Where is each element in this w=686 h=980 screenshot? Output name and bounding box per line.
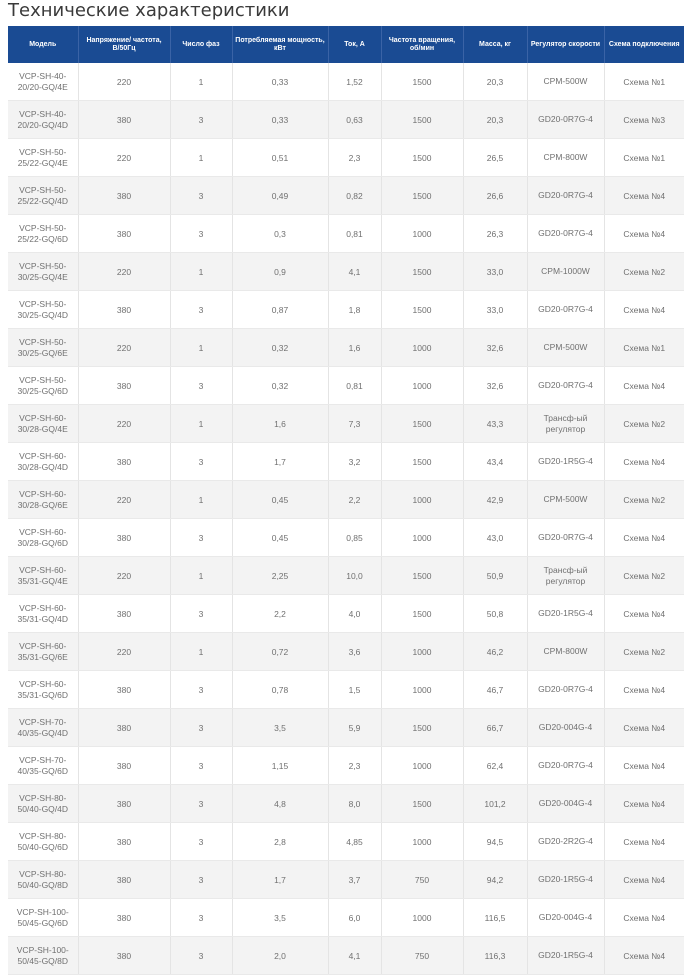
cell-current: 0,81: [328, 367, 381, 405]
cell-power: 0,45: [232, 481, 328, 519]
table-row: [8, 519, 684, 557]
cell-phases: 3: [170, 709, 232, 747]
cell-rpm: 1500: [381, 443, 463, 481]
cell-scheme: Схема №4: [604, 291, 684, 329]
cell-regulator: GD20-0R7G-4: [527, 101, 604, 139]
cell-phases: 1: [170, 253, 232, 291]
cell-power: 0,32: [232, 329, 328, 367]
table-row: [8, 139, 684, 177]
cell-mass: 32,6: [463, 367, 527, 405]
cell-voltage: 380: [78, 785, 170, 823]
cell-scheme: Схема №4: [604, 937, 684, 975]
cell-regulator: GD20-004G-4: [527, 899, 604, 937]
cell-model: VCP-SH-50-30/25-GQ/6E: [8, 329, 78, 367]
table-row: [8, 785, 684, 823]
cell-voltage: 380: [78, 671, 170, 709]
specs-table: [8, 26, 684, 975]
cell-voltage: 380: [78, 367, 170, 405]
cell-rpm: 750: [381, 937, 463, 975]
table-header: [8, 26, 684, 63]
cell-model: VCP-SH-60-35/31-GQ/4D: [8, 595, 78, 633]
cell-power: 4,8: [232, 785, 328, 823]
cell-current: 2,3: [328, 747, 381, 785]
cell-regulator: GD20-0R7G-4: [527, 671, 604, 709]
cell-rpm: 1500: [381, 253, 463, 291]
cell-rpm: 1500: [381, 177, 463, 215]
cell-mass: 43,0: [463, 519, 527, 557]
cell-current: 2,3: [328, 139, 381, 177]
cell-power: 3,5: [232, 899, 328, 937]
cell-scheme: Схема №3: [604, 101, 684, 139]
cell-phases: 3: [170, 519, 232, 557]
cell-regulator: GD20-0R7G-4: [527, 177, 604, 215]
cell-model: VCP-SH-50-25/22-GQ/6D: [8, 215, 78, 253]
cell-phases: 3: [170, 177, 232, 215]
cell-mass: 33,0: [463, 253, 527, 291]
cell-model: VCP-SH-50-25/22-GQ/4E: [8, 139, 78, 177]
cell-mass: 26,3: [463, 215, 527, 253]
cell-power: 0,3: [232, 215, 328, 253]
cell-rpm: 1500: [381, 63, 463, 101]
cell-voltage: 380: [78, 709, 170, 747]
cell-mass: 94,5: [463, 823, 527, 861]
cell-model: VCP-SH-60-35/31-GQ/6D: [8, 671, 78, 709]
table-row: [8, 823, 684, 861]
cell-phases: 3: [170, 785, 232, 823]
cell-current: 1,8: [328, 291, 381, 329]
cell-current: 1,6: [328, 329, 381, 367]
cell-regulator: CPM-800W: [527, 139, 604, 177]
cell-model: VCP-SH-60-35/31-GQ/6E: [8, 633, 78, 671]
cell-mass: 116,5: [463, 899, 527, 937]
cell-power: 0,51: [232, 139, 328, 177]
cell-phases: 3: [170, 443, 232, 481]
cell-rpm: 1000: [381, 329, 463, 367]
table-row: [8, 899, 684, 937]
cell-regulator: CPM-1000W: [527, 253, 604, 291]
cell-regulator: CPM-500W: [527, 63, 604, 101]
cell-mass: 33,0: [463, 291, 527, 329]
cell-mass: 43,4: [463, 443, 527, 481]
cell-phases: 3: [170, 747, 232, 785]
cell-power: 0,33: [232, 63, 328, 101]
cell-regulator: GD20-004G-4: [527, 785, 604, 823]
cell-mass: 101,2: [463, 785, 527, 823]
cell-voltage: 220: [78, 481, 170, 519]
cell-voltage: 380: [78, 101, 170, 139]
cell-regulator: Трансф-ый регулятор: [527, 405, 604, 443]
column-header-current: Ток, А: [328, 26, 381, 63]
cell-power: 1,7: [232, 443, 328, 481]
cell-phases: 1: [170, 329, 232, 367]
cell-phases: 1: [170, 405, 232, 443]
table-row: [8, 671, 684, 709]
table-row: [8, 747, 684, 785]
cell-rpm: 1000: [381, 899, 463, 937]
cell-scheme: Схема №2: [604, 405, 684, 443]
cell-mass: 26,5: [463, 139, 527, 177]
cell-scheme: Схема №4: [604, 215, 684, 253]
table-body: [8, 63, 684, 975]
cell-rpm: 1500: [381, 139, 463, 177]
cell-voltage: 380: [78, 291, 170, 329]
cell-phases: 3: [170, 671, 232, 709]
table-row: [8, 329, 684, 367]
cell-rpm: 1000: [381, 633, 463, 671]
table-row: [8, 215, 684, 253]
cell-voltage: 220: [78, 633, 170, 671]
cell-scheme: Схема №1: [604, 139, 684, 177]
column-header-regulator: Регулятор скорости: [527, 26, 604, 63]
cell-current: 4,1: [328, 253, 381, 291]
cell-rpm: 1000: [381, 823, 463, 861]
cell-power: 2,25: [232, 557, 328, 595]
header-row: [8, 26, 684, 63]
cell-phases: 3: [170, 291, 232, 329]
cell-power: 1,6: [232, 405, 328, 443]
table-row: [8, 63, 684, 101]
cell-rpm: 750: [381, 861, 463, 899]
cell-mass: 116,3: [463, 937, 527, 975]
cell-current: 0,85: [328, 519, 381, 557]
cell-model: VCP-SH-60-30/28-GQ/6E: [8, 481, 78, 519]
column-header-power: Потребляемая мощность, кВт: [232, 26, 328, 63]
page-title: Технические характеристики: [8, 0, 290, 21]
cell-voltage: 220: [78, 139, 170, 177]
cell-current: 1,52: [328, 63, 381, 101]
cell-rpm: 1500: [381, 405, 463, 443]
cell-power: 1,7: [232, 861, 328, 899]
cell-power: 0,32: [232, 367, 328, 405]
cell-mass: 62,4: [463, 747, 527, 785]
cell-power: 0,78: [232, 671, 328, 709]
table-row: [8, 595, 684, 633]
cell-mass: 46,2: [463, 633, 527, 671]
cell-rpm: 1500: [381, 101, 463, 139]
cell-rpm: 1000: [381, 215, 463, 253]
cell-voltage: 380: [78, 443, 170, 481]
cell-current: 7,3: [328, 405, 381, 443]
cell-power: 0,72: [232, 633, 328, 671]
cell-phases: 1: [170, 63, 232, 101]
cell-power: 2,8: [232, 823, 328, 861]
table-row: [8, 633, 684, 671]
cell-rpm: 1000: [381, 747, 463, 785]
cell-voltage: 380: [78, 215, 170, 253]
cell-voltage: 220: [78, 405, 170, 443]
column-header-mass: Масса, кг: [463, 26, 527, 63]
table-row: [8, 861, 684, 899]
cell-model: VCP-SH-60-30/28-GQ/6D: [8, 519, 78, 557]
cell-voltage: 380: [78, 519, 170, 557]
table-row: [8, 557, 684, 595]
cell-current: 6,0: [328, 899, 381, 937]
cell-current: 3,2: [328, 443, 381, 481]
cell-model: VCP-SH-80-50/40-GQ/6D: [8, 823, 78, 861]
cell-current: 10,0: [328, 557, 381, 595]
cell-rpm: 1000: [381, 671, 463, 709]
cell-model: VCP-SH-50-30/25-GQ/4E: [8, 253, 78, 291]
cell-regulator: CPM-500W: [527, 481, 604, 519]
cell-scheme: Схема №4: [604, 823, 684, 861]
cell-mass: 20,3: [463, 63, 527, 101]
cell-current: 5,9: [328, 709, 381, 747]
cell-power: 2,2: [232, 595, 328, 633]
cell-rpm: 1500: [381, 595, 463, 633]
cell-scheme: Схема №1: [604, 63, 684, 101]
cell-mass: 43,3: [463, 405, 527, 443]
cell-regulator: GD20-0R7G-4: [527, 519, 604, 557]
cell-model: VCP-SH-40-20/20-GQ/4E: [8, 63, 78, 101]
cell-phases: 3: [170, 101, 232, 139]
cell-scheme: Схема №4: [604, 899, 684, 937]
cell-rpm: 1000: [381, 367, 463, 405]
cell-rpm: 1500: [381, 785, 463, 823]
cell-regulator: GD20-004G-4: [527, 709, 604, 747]
cell-mass: 50,8: [463, 595, 527, 633]
cell-power: 0,87: [232, 291, 328, 329]
cell-model: VCP-SH-60-30/28-GQ/4E: [8, 405, 78, 443]
cell-regulator: GD20-1R5G-4: [527, 861, 604, 899]
table-row: [8, 937, 684, 975]
cell-voltage: 380: [78, 937, 170, 975]
cell-phases: 3: [170, 937, 232, 975]
column-header-scheme: Схема подключения: [604, 26, 684, 63]
cell-rpm: 1500: [381, 709, 463, 747]
cell-current: 0,81: [328, 215, 381, 253]
cell-scheme: Схема №4: [604, 519, 684, 557]
cell-voltage: 220: [78, 63, 170, 101]
cell-current: 4,1: [328, 937, 381, 975]
cell-mass: 46,7: [463, 671, 527, 709]
cell-power: 1,15: [232, 747, 328, 785]
cell-scheme: Схема №4: [604, 671, 684, 709]
cell-rpm: 1500: [381, 291, 463, 329]
cell-mass: 20,3: [463, 101, 527, 139]
cell-regulator: GD20-1R5G-4: [527, 595, 604, 633]
cell-phases: 1: [170, 633, 232, 671]
cell-mass: 94,2: [463, 861, 527, 899]
cell-model: VCP-SH-80-50/40-GQ/8D: [8, 861, 78, 899]
cell-scheme: Схема №4: [604, 747, 684, 785]
cell-regulator: CPM-500W: [527, 329, 604, 367]
table-row: [8, 709, 684, 747]
cell-model: VCP-SH-80-50/40-GQ/4D: [8, 785, 78, 823]
cell-regulator: GD20-1R5G-4: [527, 443, 604, 481]
table-row: [8, 177, 684, 215]
table-row: [8, 253, 684, 291]
cell-scheme: Схема №4: [604, 443, 684, 481]
cell-power: 2,0: [232, 937, 328, 975]
cell-regulator: GD20-0R7G-4: [527, 747, 604, 785]
cell-current: 1,5: [328, 671, 381, 709]
cell-voltage: 380: [78, 861, 170, 899]
cell-model: VCP-SH-60-35/31-GQ/4E: [8, 557, 78, 595]
cell-scheme: Схема №4: [604, 177, 684, 215]
column-header-model: Модель: [8, 26, 78, 63]
cell-current: 4,85: [328, 823, 381, 861]
cell-power: 3,5: [232, 709, 328, 747]
cell-scheme: Схема №4: [604, 709, 684, 747]
cell-phases: 3: [170, 367, 232, 405]
cell-regulator: GD20-0R7G-4: [527, 291, 604, 329]
column-header-rpm: Частота вращения, об/мин: [381, 26, 463, 63]
column-header-voltage: Напряжение/ частота, В/50Гц: [78, 26, 170, 63]
cell-current: 3,6: [328, 633, 381, 671]
cell-voltage: 220: [78, 329, 170, 367]
cell-regulator: GD20-0R7G-4: [527, 215, 604, 253]
cell-phases: 1: [170, 481, 232, 519]
cell-regulator: Трансф-ый регулятор: [527, 557, 604, 595]
cell-model: VCP-SH-40-20/20-GQ/4D: [8, 101, 78, 139]
cell-voltage: 220: [78, 557, 170, 595]
cell-current: 0,82: [328, 177, 381, 215]
cell-power: 0,49: [232, 177, 328, 215]
cell-scheme: Схема №4: [604, 367, 684, 405]
cell-phases: 3: [170, 215, 232, 253]
cell-scheme: Схема №4: [604, 861, 684, 899]
cell-power: 0,33: [232, 101, 328, 139]
cell-model: VCP-SH-70-40/35-GQ/4D: [8, 709, 78, 747]
cell-phases: 3: [170, 823, 232, 861]
cell-power: 0,9: [232, 253, 328, 291]
cell-voltage: 380: [78, 177, 170, 215]
cell-current: 0,63: [328, 101, 381, 139]
cell-phases: 1: [170, 557, 232, 595]
cell-scheme: Схема №1: [604, 329, 684, 367]
column-header-phases: Число фаз: [170, 26, 232, 63]
cell-rpm: 1000: [381, 481, 463, 519]
cell-mass: 42,9: [463, 481, 527, 519]
cell-phases: 3: [170, 595, 232, 633]
cell-rpm: 1500: [381, 557, 463, 595]
cell-voltage: 380: [78, 595, 170, 633]
cell-model: VCP-SH-50-30/25-GQ/4D: [8, 291, 78, 329]
cell-phases: 3: [170, 899, 232, 937]
cell-voltage: 380: [78, 899, 170, 937]
cell-mass: 32,6: [463, 329, 527, 367]
cell-current: 8,0: [328, 785, 381, 823]
cell-model: VCP-SH-70-40/35-GQ/6D: [8, 747, 78, 785]
cell-model: VCP-SH-50-25/22-GQ/4D: [8, 177, 78, 215]
cell-scheme: Схема №4: [604, 785, 684, 823]
cell-regulator: GD20-0R7G-4: [527, 367, 604, 405]
cell-phases: 3: [170, 861, 232, 899]
cell-phases: 1: [170, 139, 232, 177]
cell-current: 3,7: [328, 861, 381, 899]
cell-scheme: Схема №2: [604, 633, 684, 671]
cell-regulator: CPM-800W: [527, 633, 604, 671]
cell-mass: 26,6: [463, 177, 527, 215]
table-row: [8, 405, 684, 443]
cell-rpm: 1000: [381, 519, 463, 557]
cell-regulator: GD20-2R2G-4: [527, 823, 604, 861]
table-row: [8, 443, 684, 481]
table-row: [8, 481, 684, 519]
cell-voltage: 220: [78, 253, 170, 291]
cell-voltage: 380: [78, 823, 170, 861]
cell-model: VCP-SH-60-30/28-GQ/4D: [8, 443, 78, 481]
cell-scheme: Схема №2: [604, 481, 684, 519]
cell-model: VCP-SH-100-50/45-GQ/6D: [8, 899, 78, 937]
cell-scheme: Схема №2: [604, 557, 684, 595]
cell-scheme: Схема №2: [604, 253, 684, 291]
cell-scheme: Схема №4: [604, 595, 684, 633]
cell-current: 2,2: [328, 481, 381, 519]
table-row: [8, 367, 684, 405]
cell-mass: 50,9: [463, 557, 527, 595]
cell-model: VCP-SH-50-30/25-GQ/6D: [8, 367, 78, 405]
table-row: [8, 101, 684, 139]
cell-power: 0,45: [232, 519, 328, 557]
cell-regulator: GD20-1R5G-4: [527, 937, 604, 975]
cell-model: VCP-SH-100-50/45-GQ/8D: [8, 937, 78, 975]
table-row: [8, 291, 684, 329]
cell-current: 4,0: [328, 595, 381, 633]
cell-mass: 66,7: [463, 709, 527, 747]
cell-voltage: 380: [78, 747, 170, 785]
